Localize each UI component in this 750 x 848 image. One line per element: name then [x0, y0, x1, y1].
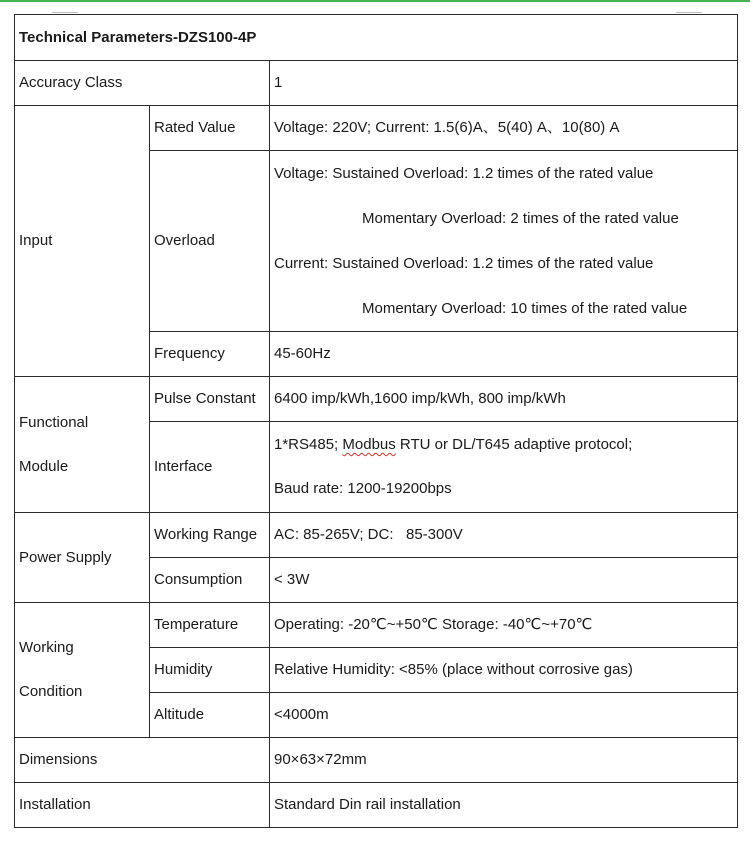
- working-range-label: Working Range: [150, 513, 270, 558]
- interface-values: [270, 422, 738, 513]
- overload-label: Overload: [150, 151, 270, 332]
- dimensions-value: 90×63×72mm: [270, 738, 738, 783]
- working-condition-label: [15, 603, 150, 738]
- dimensions-label: Dimensions: [15, 738, 270, 783]
- installation-label: Installation: [15, 783, 270, 828]
- input-label: Input: [15, 106, 150, 377]
- top-accent-line: [0, 0, 750, 2]
- rated-value-label: Rated Value: [150, 106, 270, 151]
- rated-value-row: [15, 106, 738, 151]
- frequency-label: Frequency: [150, 332, 270, 377]
- interface-protocol-suffix: RTU or DL/T645 adaptive protocol;: [395, 436, 633, 453]
- temperature-value: Operating: -20℃~+50℃ Storage: -40℃~+70℃: [270, 603, 738, 648]
- interface-modbus: Modbus: [342, 436, 396, 453]
- functional-module-label: [15, 377, 150, 513]
- accuracy-label: Accuracy Class: [15, 61, 270, 106]
- installation-value: Standard Din rail installation: [270, 783, 738, 828]
- overload-values: [270, 151, 738, 332]
- pulse-constant-label: Pulse Constant: [150, 377, 270, 422]
- humidity-label: Humidity: [150, 648, 270, 693]
- functional-label-line2: Module: [19, 457, 69, 475]
- overload-current-momentary: Momentary Overload: 10 times of the rated value: [362, 299, 688, 317]
- interface-baud-rate: Baud rate: 1200-19200bps: [274, 480, 452, 497]
- consumption-value: < 3W: [270, 558, 738, 603]
- corner-mark-right: [676, 12, 702, 13]
- power-supply-label: Power Supply: [15, 513, 150, 603]
- overload-voltage-sustained: Voltage: Sustained Overload: 1.2 times of the rated value: [274, 164, 654, 182]
- temperature-row: [15, 603, 738, 648]
- functional-label-line1: Functional: [19, 413, 89, 431]
- corner-mark-left: [52, 12, 78, 13]
- altitude-value: <4000m: [270, 693, 738, 738]
- interface-protocol-line: [274, 436, 733, 454]
- title-row: [15, 15, 738, 61]
- frequency-value: 45-60Hz: [270, 332, 738, 377]
- consumption-label: Consumption: [150, 558, 270, 603]
- humidity-value: Relative Humidity: <85% (place without corrosive gas): [270, 648, 738, 693]
- altitude-label: Altitude: [150, 693, 270, 738]
- technical-parameters-table: [14, 14, 738, 828]
- table-title: Technical Parameters-DZS100-4P: [15, 15, 738, 61]
- working-label-line1: Working: [19, 639, 74, 656]
- installation-row: [15, 783, 738, 828]
- working-label-line2: Condition: [19, 683, 83, 700]
- pulse-constant-value: 6400 imp/kWh,1600 imp/kWh, 800 imp/kWh: [270, 377, 738, 422]
- interface-label: Interface: [150, 422, 270, 513]
- working-range-row: [15, 513, 738, 558]
- interface-rs485: 1*RS485;: [274, 436, 343, 453]
- overload-current-sustained: Current: Sustained Overload: 1.2 times of the rated value: [274, 254, 654, 272]
- dimensions-row: [15, 738, 738, 783]
- overload-voltage-momentary: Momentary Overload: 2 times of the rated value: [362, 209, 679, 227]
- pulse-constant-row: [15, 377, 738, 422]
- working-range-value: AC: 85-265V; DC: 85-300V: [270, 513, 738, 558]
- accuracy-row: [15, 61, 738, 106]
- rated-value-value: Voltage: 220V; Current: 1.5(6)A、5(40) A、10(80) A: [270, 106, 738, 151]
- temperature-label: Temperature: [150, 603, 270, 648]
- accuracy-value: 1: [270, 61, 738, 106]
